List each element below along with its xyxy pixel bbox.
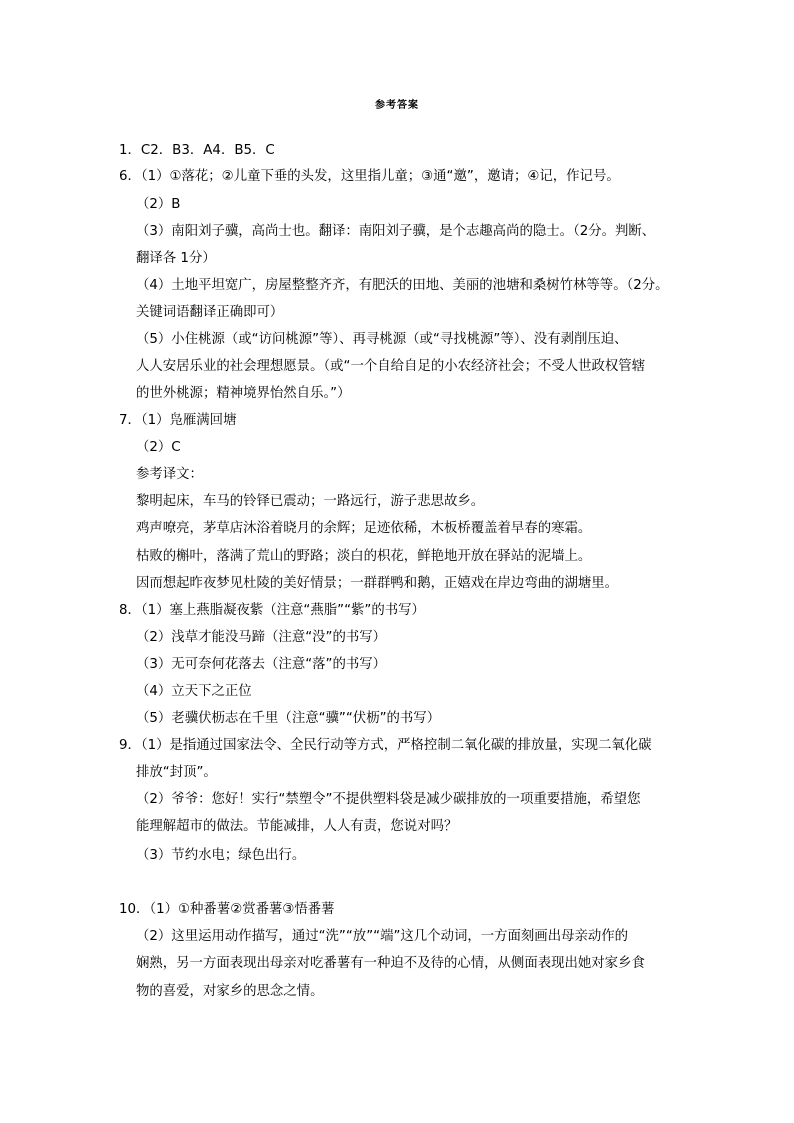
answer-line: （2）爷爷：您好！实行“禁塑令”不提供塑料袋是减少碳排放的一项重要措施，希望您: [136, 792, 641, 807]
answer-line: 7．（1）凫雁满回塘: [119, 413, 237, 428]
answer-line: （3）南阳刘子骥，高尚士也。翻译：南阳刘子骥，是个志趣高尚的隐士。（2分。判断、: [136, 224, 656, 239]
answer-line: 黎明起床，车马的铃铎已震动；一路远行，游子悲思故乡。: [136, 494, 485, 509]
answer-line: （4）立天下之正位: [136, 684, 252, 699]
answer-line: 的世外桃源；精神境界怡然自乐。”）: [136, 386, 351, 401]
answer-line: 关键词语翻译正确即可）: [136, 305, 284, 320]
answer-line: （2）C: [136, 440, 181, 455]
answer-line: 物的喜爱，对家乡的思念之情。: [136, 984, 324, 999]
answer-line: （2）浅草才能没马蹄（注意“没”的书写）: [136, 630, 387, 645]
answer-line: 6．（1）①落花；②儿童下垂的头发，这里指儿童；③通“邀”，邀请；④记，作记号。: [119, 169, 620, 184]
answer-line: 翻译各 1分）: [136, 251, 216, 266]
answer-line: （3）节约水电；绿色出行。: [136, 848, 306, 863]
answer-line: 8．（1）塞上燕脂凝夜紫（注意“燕脂”“紫”的书写）: [119, 603, 425, 618]
answer-line: 10．（1）①种番薯②赏番薯③悟番薯: [119, 902, 335, 917]
answer-line: 娴熟，另一方面表现出母亲对吃番薯有一种迫不及待的心情，从侧面表现出她对家乡食: [136, 956, 645, 971]
answer-line: 人人安居乐业的社会理想愿景。（或“一个自给自足的小农经济社会；不受人世政权管辖: [136, 359, 646, 374]
answer-line: 1．C2．B3．A4．B5．C: [119, 143, 275, 158]
answer-line: 枯败的槲叶，落满了荒山的野路；淡白的枳花，鲜艳地开放在驿站的泥墙上。: [136, 549, 592, 564]
answer-line: 排放“封顶”。: [136, 765, 217, 780]
answer-line: 参考译文：: [136, 467, 203, 482]
answer-line: （3）无可奈何花落去（注意“落”的书写）: [136, 657, 387, 672]
answer-line: 鸡声嘹亮，茅草店沐浴着晓月的余辉；足迹依稀，木板桥覆盖着早春的寒霜。: [136, 521, 592, 536]
answer-line: （5）小住桃源（或“访问桃源”等）、再寻桃源（或“寻找桃源”等）、没有剥削压迫、: [136, 332, 628, 347]
answer-line: 因而想起昨夜梦见杜陵的美好情景；一群群鸭和鹅，正嬉戏在岸边弯曲的湖塘里。: [136, 576, 619, 591]
page-title: 参考答案: [375, 100, 419, 111]
answer-line: （2）这里运用动作描写，通过“洗”“放”“端”这几个动词，一方面刻画出母亲动作的: [136, 929, 629, 944]
answer-line: （5）老骥伏枥志在千里（注意“骥”“伏枥”的书写）: [136, 711, 441, 726]
answer-line: 能理解超市的做法。节能减排，人人有责，您说对吗？: [136, 819, 458, 834]
answer-line: （4）土地平坦宽广，房屋整整齐齐，有肥沃的田地、美丽的池塘和桑树竹林等等。（2分。: [136, 278, 669, 293]
answer-line: 9．（1）是指通过国家法令、全民行动等方式，严格控制二氧化碳的排放量，实现二氧化碳: [119, 738, 652, 753]
answer-line: （2）B: [136, 197, 181, 212]
